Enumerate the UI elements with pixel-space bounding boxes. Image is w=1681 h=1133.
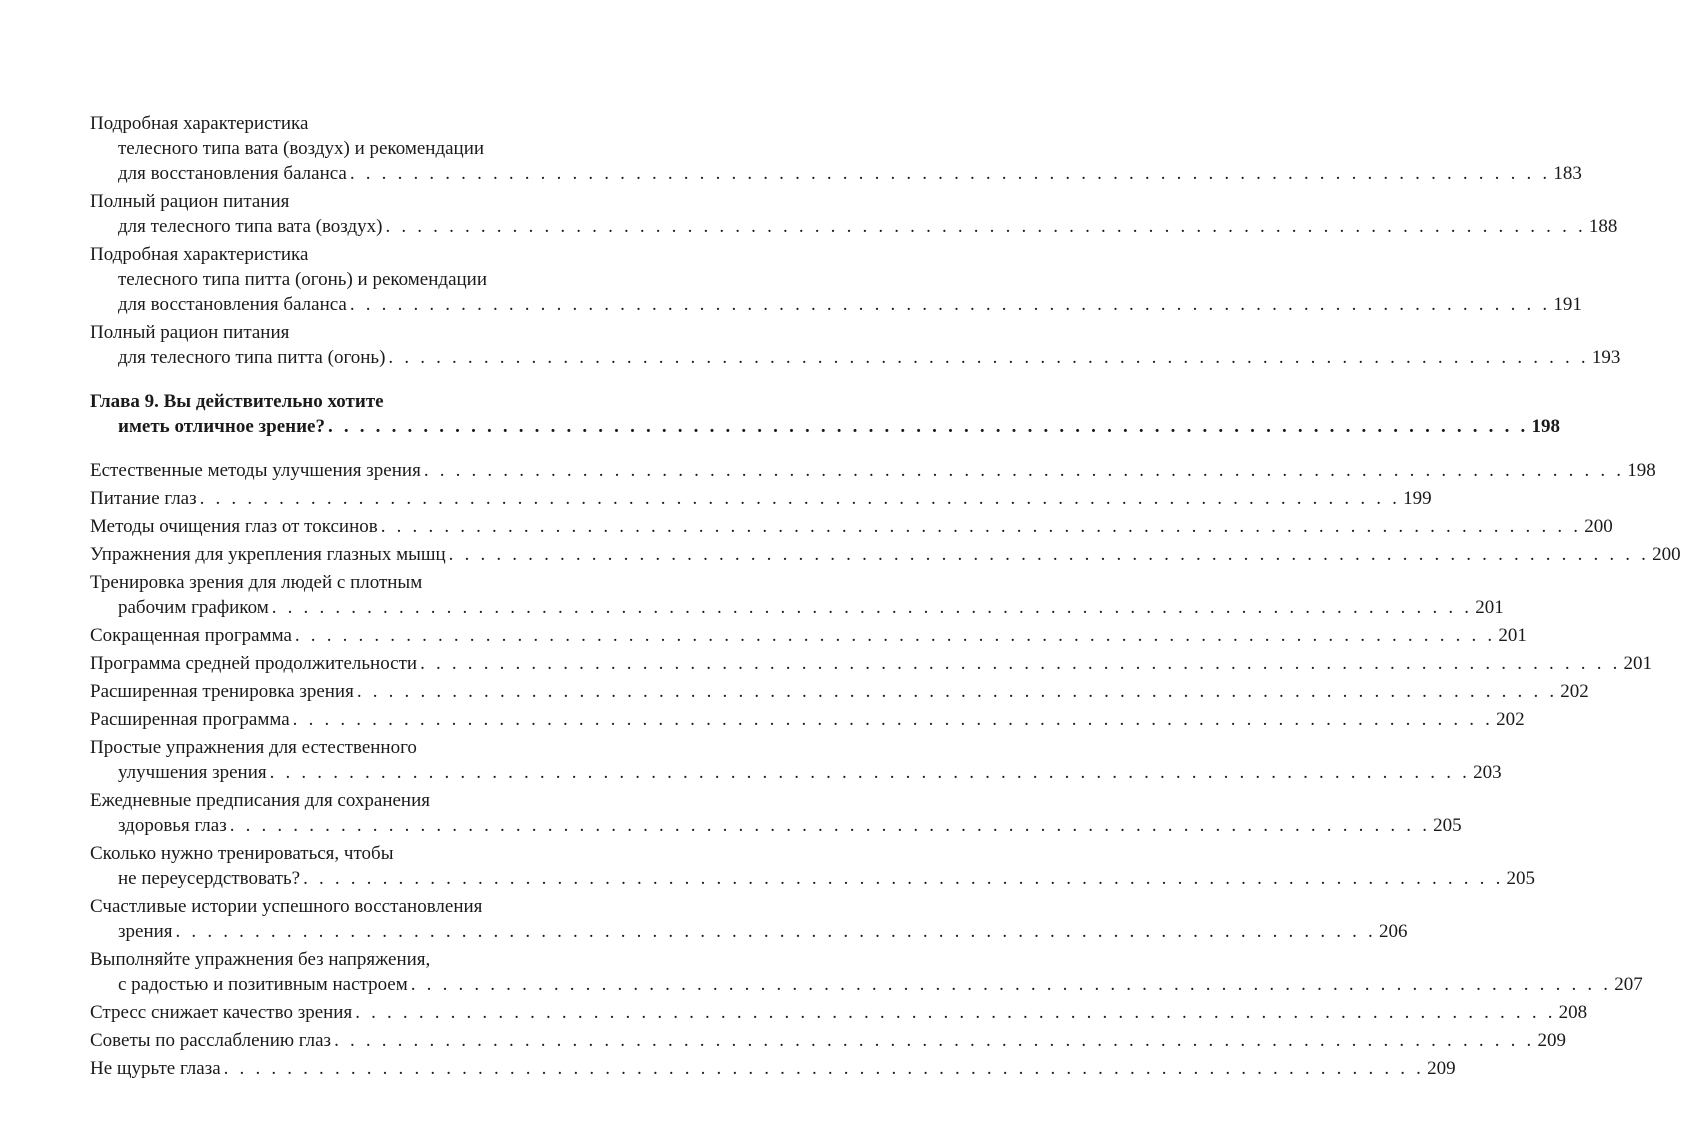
page-number: 202	[1496, 709, 1525, 730]
dot-leader: . . . . . . . . . . . . . . . . . . . . . . . . . . . . . . . . . . . . . . . . . . . . . . . . . . . . . . . . . . . . . . . . . . . . . . . . . . . .	[349, 294, 1551, 315]
page-number: 183	[1553, 163, 1582, 184]
toc-entry-title: для телесного типа вата (воздух)	[118, 216, 383, 237]
toc-entry-title: Тренировка зрения для людей с плотным	[90, 572, 423, 593]
toc-entry	[90, 458, 1656, 483]
toc-entry-line	[90, 514, 1613, 539]
toc-entry-line	[90, 894, 618, 919]
toc-entry-line	[90, 595, 1504, 620]
toc-entry	[90, 189, 1618, 239]
toc-entry-line	[90, 389, 618, 414]
toc-entry-line	[90, 788, 618, 813]
page-number: 209	[1427, 1058, 1456, 1079]
dot-leader: . . . . . . . . . . . . . . . . . . . . . . . . . . . . . . . . . . . . . . . . . . . . . . . . . . . . . . . . . . . . . . . . . . . . . . . . . . . .	[229, 815, 1431, 836]
toc-entry	[90, 707, 1525, 732]
toc-entry-title: с радостью и позитивным настроем	[118, 974, 408, 995]
toc-entry-line	[90, 1028, 1567, 1053]
toc-entry-title: телесного типа вата (воздух) и рекомендации	[118, 138, 485, 159]
toc-entry-line	[90, 651, 1653, 676]
toc-entry-title: Глава 9. Вы действительно хотите	[90, 391, 384, 412]
toc-entry-title: Методы очищения глаз от токсинов	[90, 516, 378, 537]
toc-entry-title: Расширенная программа	[90, 709, 290, 730]
toc-entry-line	[90, 414, 1560, 439]
dot-leader: . . . . . . . . . . . . . . . . . . . . . . . . . . . . . . . . . . . . . . . . . . . . . . . . . . . . . . . . . . . . . . . . . . . . . . . . . . . .	[334, 1030, 1535, 1051]
toc-entry-title: рабочим графиком	[118, 597, 269, 618]
toc-entry	[90, 841, 1536, 891]
toc-entry-title: Сокращенная программа	[90, 625, 292, 646]
page-number: 191	[1553, 294, 1582, 315]
dot-leader: . . . . . . . . . . . . . . . . . . . . . . . . . . . . . . . . . . . . . . . . . . . . . . . . . . . . . . . . . . . . . . . . . . . . . . . . . . . .	[385, 216, 1586, 237]
toc-entry-title: здоровья глаз	[118, 815, 227, 836]
toc-entry	[90, 894, 1408, 944]
dot-leader: . . . . . . . . . . . . . . . . . . . . . . . . . . . . . . . . . . . . . . . . . . . . . . . . . . . . . . . . . . . . . . . . . . . . . . . . . . . .	[269, 762, 1471, 783]
toc-entry-title: Подробная характеристика	[90, 113, 309, 134]
toc-entry-title: не переусердствовать?	[118, 868, 301, 889]
toc-entry-line	[90, 458, 1656, 483]
toc-entry-line	[90, 189, 618, 214]
toc-entry-line	[90, 345, 1621, 370]
toc-entry-title: для восстановления баланса	[118, 163, 347, 184]
toc-entry-line	[90, 866, 1536, 891]
dot-leader: . . . . . . . . . . . . . . . . . . . . . . . . . . . . . . . . . . . . . . . . . . . . . . . . . . . . . . . . . . . . . . . . . . . . . . . . . . . .	[410, 974, 1612, 995]
dot-leader: . . . . . . . . . . . . . . . . . . . . . . . . . . . . . . . . . . . . . . . . . . . . . . . . . . . . . . . . . . . . . . . . . . . . . . . . . . . .	[355, 1002, 1556, 1023]
toc-entry-line	[90, 320, 618, 345]
dot-leader: . . . . . . . . . . . . . . . . . . . . . . . . . . . . . . . . . . . . . . . . . . . . . . . . . . . . . . . . . . . . . . . . . . . . . . . . . . . .	[423, 460, 1625, 481]
toc-entry-title: Не щурьте глаза	[90, 1058, 221, 1079]
page-number: 207	[1614, 974, 1643, 995]
toc-entry	[90, 320, 1621, 370]
dot-leader: . . . . . . . . . . . . . . . . . . . . . . . . . . . . . . . . . . . . . . . . . . . . . . . . . . . . . . . . . . . . . . . . . . . . . . . . . . . .	[223, 1058, 1425, 1079]
toc-entry	[90, 679, 1589, 704]
page-number: 205	[1433, 815, 1462, 836]
toc-entry-title: Подробная характеристика	[90, 244, 309, 265]
toc-entry	[90, 514, 1613, 539]
toc-entry-title: Программа средней продолжительности	[90, 653, 418, 674]
toc-entry-title: иметь отличное зрение?	[118, 416, 325, 437]
toc-entry	[90, 1028, 1567, 1053]
toc-entry	[90, 111, 1582, 186]
toc-entry-title: Питание глаз	[90, 488, 197, 509]
toc-entry-line	[90, 242, 618, 267]
toc-entry-line	[90, 760, 1502, 785]
page-number: 205	[1506, 868, 1536, 889]
toc-entry	[90, 651, 1653, 676]
toc-entry	[90, 735, 1502, 785]
page-number: 199	[1403, 488, 1432, 509]
toc-entry-line	[90, 735, 618, 760]
toc-entry-line	[90, 267, 618, 292]
dot-leader: . . . . . . . . . . . . . . . . . . . . . . . . . . . . . . . . . . . . . . . . . . . . . . . . . . . . . . . . . . . . . . . . . . . . . . . . . . . .	[420, 653, 1621, 674]
toc-entry-line	[90, 947, 618, 972]
toc-entry-line	[90, 1056, 1456, 1081]
toc-entry-line	[90, 570, 618, 595]
toc-entry-line	[90, 1000, 1588, 1025]
toc-entry-line	[90, 161, 1582, 186]
page-number: 201	[1498, 625, 1527, 646]
toc-entry	[90, 542, 1681, 567]
toc-entry-title: Естественные методы улучшения зрения	[90, 460, 421, 481]
page-number: 203	[1473, 762, 1502, 783]
dot-leader: . . . . . . . . . . . . . . . . . . . . . . . . . . . . . . . . . . . . . . . . . . . . . . . . . . . . . . . . . . . . . . . . . . . . . . . . . . . .	[175, 921, 1376, 942]
page-number: 209	[1537, 1030, 1567, 1051]
toc-entry-line	[90, 292, 1582, 317]
page-number: 201	[1623, 653, 1653, 674]
toc-entry-line	[90, 972, 1643, 997]
dot-leader: . . . . . . . . . . . . . . . . . . . . . . . . . . . . . . . . . . . . . . . . . . . . . . . . . . . . . . . . . . . . . . . . . . . . . . . . . . . .	[294, 625, 1496, 646]
toc-entry	[90, 242, 1582, 317]
dot-leader: . . . . . . . . . . . . . . . . . . . . . . . . . . . . . . . . . . . . . . . . . . . . . . . . . . . . . . . . . . . . . . . . . . . . . . . . . . . .	[380, 516, 1582, 537]
toc-entry-title: Полный рацион питания	[90, 191, 290, 212]
toc-entry-title: телесного типа питта (огонь) и рекомендации	[118, 269, 488, 290]
page-number: 198	[1531, 416, 1560, 437]
toc-entry-line	[90, 136, 618, 161]
dot-leader: . . . . . . . . . . . . . . . . . . . . . . . . . . . . . . . . . . . . . . . . . . . . . . . . . . . . . . . . . . . . . . . . . . . . . . . . . . . .	[388, 347, 1589, 368]
toc-entry-title: Сколько нужно тренироваться, чтобы	[90, 843, 394, 864]
toc-entry-line	[90, 707, 1525, 732]
page-number: 200	[1584, 516, 1613, 537]
toc-entry-title: Упражнения для укрепления глазных мышц	[90, 544, 446, 565]
toc-entry	[90, 570, 1504, 620]
toc-chapter-heading	[90, 389, 1560, 439]
dot-leader: . . . . . . . . . . . . . . . . . . . . . . . . . . . . . . . . . . . . . . . . . . . . . . . . . . . . . . . . . . . . . . . . . . . . . . . . . . . .	[356, 681, 1558, 702]
toc-entry-line	[90, 111, 618, 136]
toc-entry-line	[90, 623, 1527, 648]
dot-leader: . . . . . . . . . . . . . . . . . . . . . . . . . . . . . . . . . . . . . . . . . . . . . . . . . . . . . . . . . . . . . . . . . . . . . . . . . . . .	[292, 709, 1494, 730]
toc-entry	[90, 947, 1643, 997]
toc-entry-title: для телесного типа питта (огонь)	[118, 347, 386, 368]
page-number: 201	[1475, 597, 1504, 618]
toc-entry	[90, 788, 1462, 838]
dot-leader: . . . . . . . . . . . . . . . . . . . . . . . . . . . . . . . . . . . . . . . . . . . . . . . . . . . . . . . . . . . . . . . . . . . . . . . . . . . .	[271, 597, 1473, 618]
toc-entry-line	[90, 542, 1681, 567]
toc-entry-title: зрения	[118, 921, 173, 942]
toc-entry-title: для восстановления баланса	[118, 294, 347, 315]
toc-entry-title: улучшения зрения	[118, 762, 267, 783]
dot-leader: . . . . . . . . . . . . . . . . . . . . . . . . . . . . . . . . . . . . . . . . . . . . . . . . . . . . . . . . . . . . . . . . . . . . . . . . . . . .	[303, 868, 1504, 889]
table-of-contents	[90, 111, 1681, 1084]
dot-leader: . . . . . . . . . . . . . . . . . . . . . . . . . . . . . . . . . . . . . . . . . . . . . . . . . . . . . . . . . . . . . . . . . . . . . . . . . . . .	[349, 163, 1551, 184]
page-number: 206	[1378, 921, 1408, 942]
dot-leader: . . . . . . . . . . . . . . . . . . . . . . . . . . . . . . . . . . . . . . . . . . . . . . . . . . . . . . . . . . . . . . . . . . . . . . . . . . . .	[199, 488, 1401, 509]
page-number: 202	[1560, 681, 1589, 702]
toc-entry-title: Полный рацион питания	[90, 322, 290, 343]
toc-entry	[90, 623, 1527, 648]
toc-entry-line	[90, 679, 1589, 704]
toc-entry-title: Советы по расслаблению глаз	[90, 1030, 332, 1051]
toc-entry-line	[90, 813, 1462, 838]
toc-entry-title: Выполняйте упражнения без напряжения,	[90, 949, 431, 970]
toc-entry	[90, 1056, 1456, 1081]
toc-entry-line	[90, 841, 618, 866]
toc-entry-line	[90, 919, 1408, 944]
toc-entry-title: Ежедневные предписания для сохранения	[90, 790, 431, 811]
page-number: 188	[1588, 216, 1618, 237]
toc-entry-title: Простые упражнения для естественного	[90, 737, 417, 758]
page-number: 193	[1591, 347, 1621, 368]
toc-entry-title: Счастливые истории успешного восстановления	[90, 896, 483, 917]
page-number: 198	[1627, 460, 1656, 481]
toc-entry-title: Расширенная тренировка зрения	[90, 681, 354, 702]
toc-entry	[90, 1000, 1588, 1025]
toc-entry-line	[90, 214, 1618, 239]
toc-entry-line	[90, 486, 1432, 511]
dot-leader: . . . . . . . . . . . . . . . . . . . . . . . . . . . . . . . . . . . . . . . . . . . . . . . . . . . . . . . . . . . . . . . . . . . . . . . . . . . .	[448, 544, 1650, 565]
toc-entry-title: Стресс снижает качество зрения	[90, 1002, 353, 1023]
toc-entry	[90, 486, 1432, 511]
page-number: 208	[1558, 1002, 1588, 1023]
dot-leader: . . . . . . . . . . . . . . . . . . . . . . . . . . . . . . . . . . . . . . . . . . . . . . . . . . . . . . . . . . . . . . . . . . . . . . . . . . . .	[327, 416, 1529, 437]
page-number: 200	[1652, 544, 1681, 565]
